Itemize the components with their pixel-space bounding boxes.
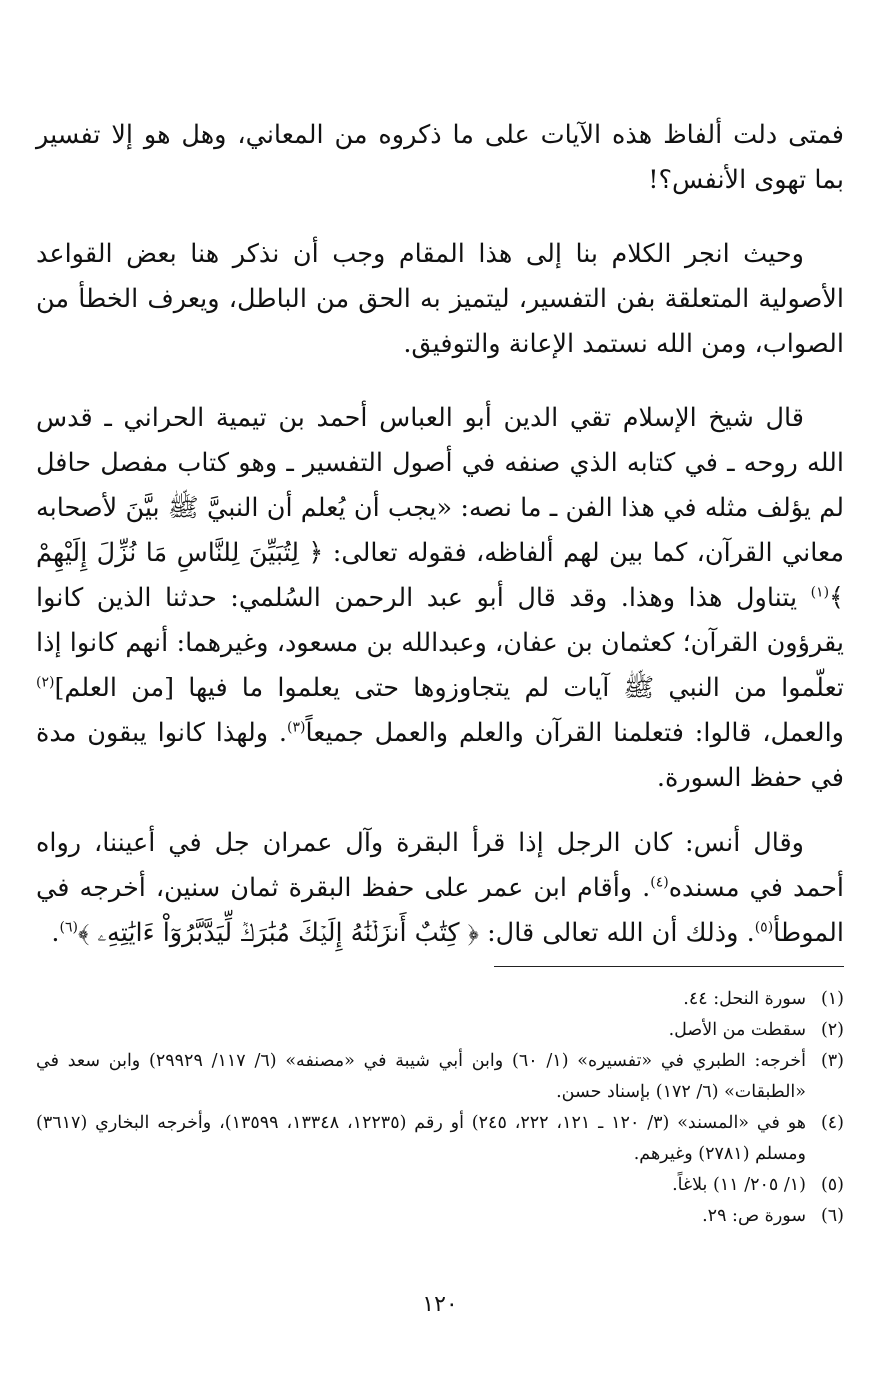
footnote-marker-1: (١) xyxy=(810,584,830,601)
footnote-marker-4: (٤) xyxy=(650,874,669,891)
paragraph-3-text-b: يتناول هذا وهذا. وقد قال أبو عبد الرحمن السُلمي: حدثنا الذين كانوا يقرؤون القرآن؛ كعثمان بن عفان، وعبدالله بن مسعود، وغيرهما: أنهم كانوا إذا تعلّموا من النبي ﷺ آيات لم يتجاوزوها حتى يعلموا ما فيها [من العلم] xyxy=(36,583,844,703)
paragraph-3-text-d: . ولهذا كانوا يبقون مدة في حفظ السورة. xyxy=(36,718,844,793)
footnotes xyxy=(36,984,844,1232)
paragraph-3-text-a: قال شيخ الإسلام تقي الدين أبو العباس أحمد بن تيمية الحراني ـ قدس الله روحه ـ في كتابه الذي صنفه في أصول التفسير ـ وهو كتاب مفصل حافل لم يؤلف مثله في هذا الفن ـ ما نصه: «يجب أن يُعلم أن النبيَّ ﷺ بيَّنَ لأصحابه معاني القرآن، كما بين لهم ألفاظه، فقوله تعالى: xyxy=(36,403,845,568)
footnote-text: أخرجه: الطبري في «تفسيره» (١/ ٦٠) وابن أبي شيبة في «مصنفه» (٦/ ١١٧/ ٢٩٩٢٩) وابن سعد في «الطبقات» (٦/ ١٧٢) بإسناد حسن. xyxy=(36,1051,806,1102)
paragraph-4-text-c: . وذلك أن الله تعالى قال: xyxy=(478,918,755,948)
footnote-item xyxy=(36,1015,844,1046)
paragraph-3 xyxy=(36,396,844,801)
page-number: ١٢٠ xyxy=(422,1292,458,1317)
paragraph-1: فمتى دلت ألفاظ هذه الآيات على ما ذكروه من المعاني، وهل هو إلا تفسير بما تهوى الأنفس؟! xyxy=(36,120,844,195)
footnote-item xyxy=(36,1201,844,1232)
footnote-number: (١) xyxy=(820,989,844,1009)
footnote-text: هو في «المسند» (٣/ ١٢٠ ـ ١٢١، ٢٢٢، ٢٤٥) أو رقم (١٢٢٣٥، ١٣٣٤٨، ١٣٥٩٩)، وأخرجه البخاري (٣٦١٧) ومسلم (٢٧٨١) وغيرهم. xyxy=(36,1113,806,1164)
footnote-marker-3: (٣) xyxy=(287,719,306,736)
paragraph-4 xyxy=(36,821,844,956)
footnote-number: (٢) xyxy=(820,1020,844,1040)
footnote-item xyxy=(36,1108,844,1170)
footnote-item xyxy=(36,1170,844,1201)
footnote-marker-5: (٥) xyxy=(754,919,774,936)
footnote-number: (٥) xyxy=(820,1175,844,1195)
footnote-text: سقطت من الأصل. xyxy=(668,1020,806,1040)
paragraph-4-text-d: . xyxy=(51,918,60,948)
footnote-number: (٤) xyxy=(820,1113,844,1133)
footnote-text: (١/ ٢٠٥/ ١١) بلاغاً. xyxy=(672,1175,806,1195)
paragraph-4-text-a: وقال أنس: كان الرجل إذا قرأ البقرة وآل عمران جل في أعيننا، رواه أحمد في مسنده xyxy=(36,828,844,903)
quran-verse-2: ﴿ كِتَٰبٌ أَنزَلۡنَٰهُ إِلَيۡكَ مُبَٰرَكٞ لِّيَدَّبَّرُوٓاْ ءَايَٰتِهِۦ ﴾ xyxy=(77,918,479,948)
footnote-marker-6: (٦) xyxy=(59,919,78,936)
footnote-item xyxy=(36,984,844,1015)
footnote-text: سورة ص: ٢٩. xyxy=(702,1206,806,1226)
book-page xyxy=(36,0,844,1388)
footnote-number: (٣) xyxy=(820,1051,844,1071)
paragraph-2: وحيث انجر الكلام بنا إلى هذا المقام وجب أن نذكر هنا بعض القواعد الأصولية المتعلقة بفن التفسير، ليتميز به الحق من الباطل، ويعرف الخطأ من الصواب، ومن الله نستمد الإعانة والتوفيق. xyxy=(36,239,844,359)
footnote-number: (٦) xyxy=(820,1206,844,1226)
footnote-item xyxy=(36,1046,844,1108)
paragraph-3-text-c: والعمل، قالوا: فتعلمنا القرآن والعلم والعمل جميعاً xyxy=(305,718,844,748)
footnote-separator xyxy=(494,966,844,967)
paragraph-4-text-b: . وأقام ابن عمر على حفظ البقرة ثمان سنين، أخرجه في الموطأ xyxy=(36,873,844,948)
quran-verse-1: ﴿ لِتُبَيِّنَ لِلنَّاسِ مَا نُزِّلَ إِلَيْهِمْ ﴾ xyxy=(36,538,844,613)
footnote-marker-2: (٢) xyxy=(36,674,55,691)
footnote-text: سورة النحل: ٤٤. xyxy=(683,989,806,1009)
